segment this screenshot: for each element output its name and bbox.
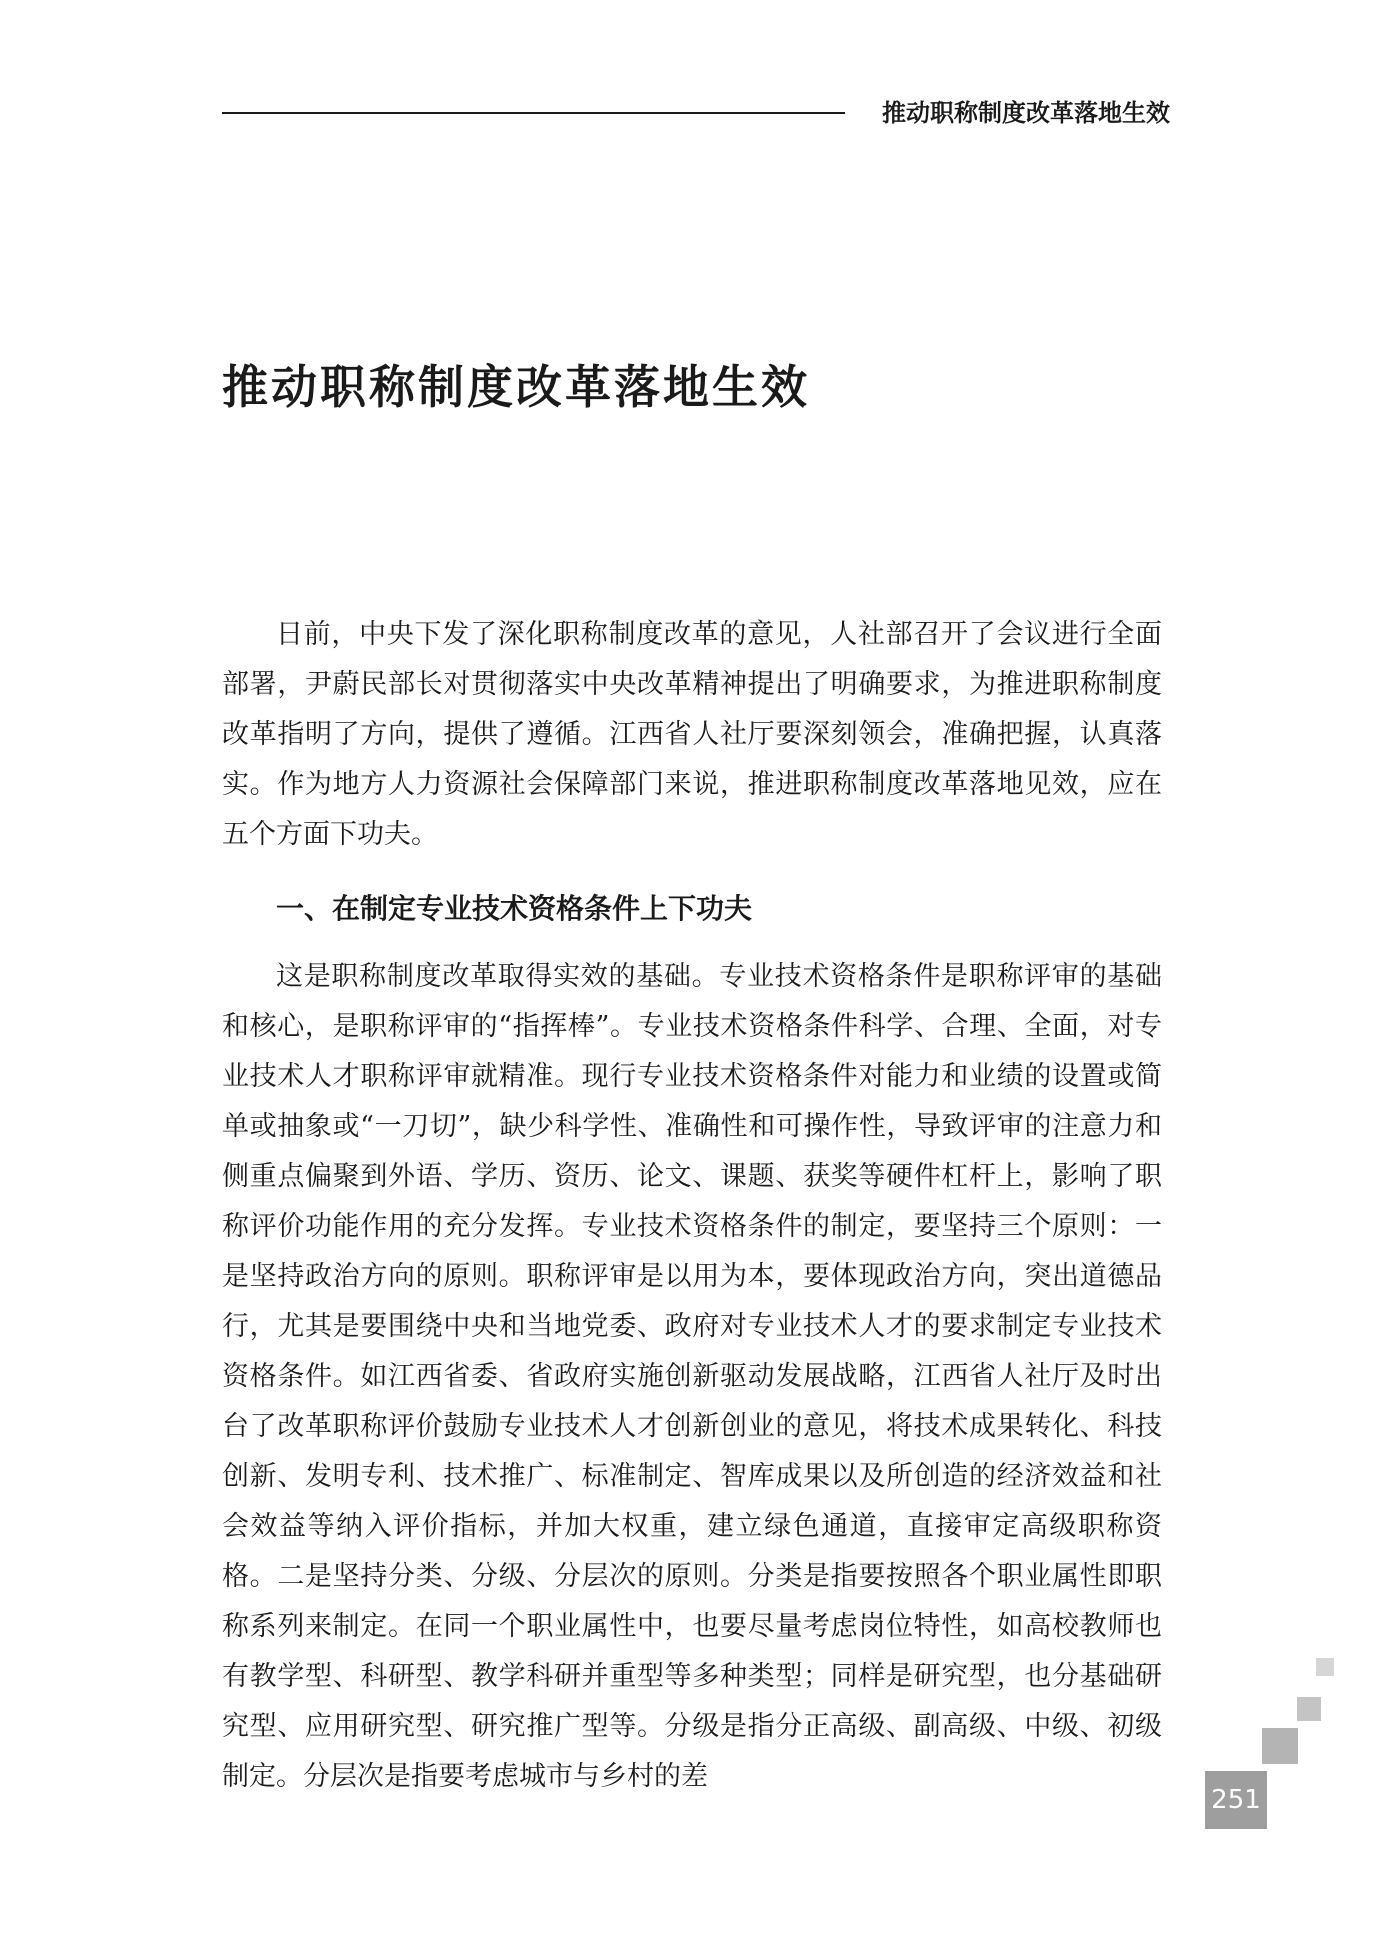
article-body [222, 610, 1162, 1802]
section-1-paragraph: 这是职称制度改革取得实效的基础。专业技术资格条件是职称评审的基础和核心，是职称评审的“指挥棒”。专业技术资格条件科学、合理、全面，对专业技术人才职称评审就精准。现行专业技术资格条件对能力和业绩的设置或简单或抽象或“一刀切”，缺少科学性、准确性和可操作性，导致评审的注意力和侧重点偏聚到外语、学历、资历、论文、课题、获奖等硬件杠杆上，影响了职称评价功能作用的充分发挥。专业技术资格条件的制定，要坚持三个原则：一是坚持政治方向的原则。职称评审是以用为本，要体现政治方向，突出道德品行，尤其是要围绕中央和当地党委、政府对专业技术人才的要求制定专业技术资格条件。如江西省委、省政府实施创新驱动发展战略，江西省人社厅及时出台了改革职称评价鼓励专业技术人才创新创业的意见，将技术成果转化、科技创新、发明专利、技术推广、标准制定、智库成果以及所创造的经济效益和社会效益等纳入评价指标，并加大权重，建立绿色通道，直接审定高级职称资格。二是坚持分类、分级、分层次的原则。分类是指要按照各个职业属性即职称系列来制定。在同一个职业属性中，也要尽量考虑岗位特性，如高校教师也有教学型、科研型、教学科研并重型等多种类型；同样是研究型，也分基础研究型、应用研究型、研究推广型等。分级是指分正高级、副高级、中级、初级制定。分层次是指要考虑城市与乡村的差 [222, 961, 1162, 1792]
decorative-square [1262, 1728, 1298, 1764]
article-title: 推动职称制度改革落地生效 [222, 360, 810, 414]
page-number: 251 [1205, 1771, 1267, 1829]
decorative-square [1297, 1697, 1321, 1721]
running-header-title: 推动职称制度改革落地生效 [882, 99, 1170, 127]
decorative-square [1316, 1658, 1334, 1676]
header-rule [222, 112, 845, 114]
section-heading-1: 一、在制定专业技术资格条件上下功夫 [276, 892, 753, 925]
intro-paragraph: 日前，中央下发了深化职称制度改革的意见，人社部召开了会议进行全面部署，尹蔚民部长对贯彻落实中央改革精神提出了明确要求，为推进职称制度改革指明了方向，提供了遵循。江西省人社厅要深刻领会，准确把握，认真落实。作为地方人力资源社会保障部门来说，推进职称制度改革落地见效，应在五个方面下功夫。 [222, 619, 1162, 850]
